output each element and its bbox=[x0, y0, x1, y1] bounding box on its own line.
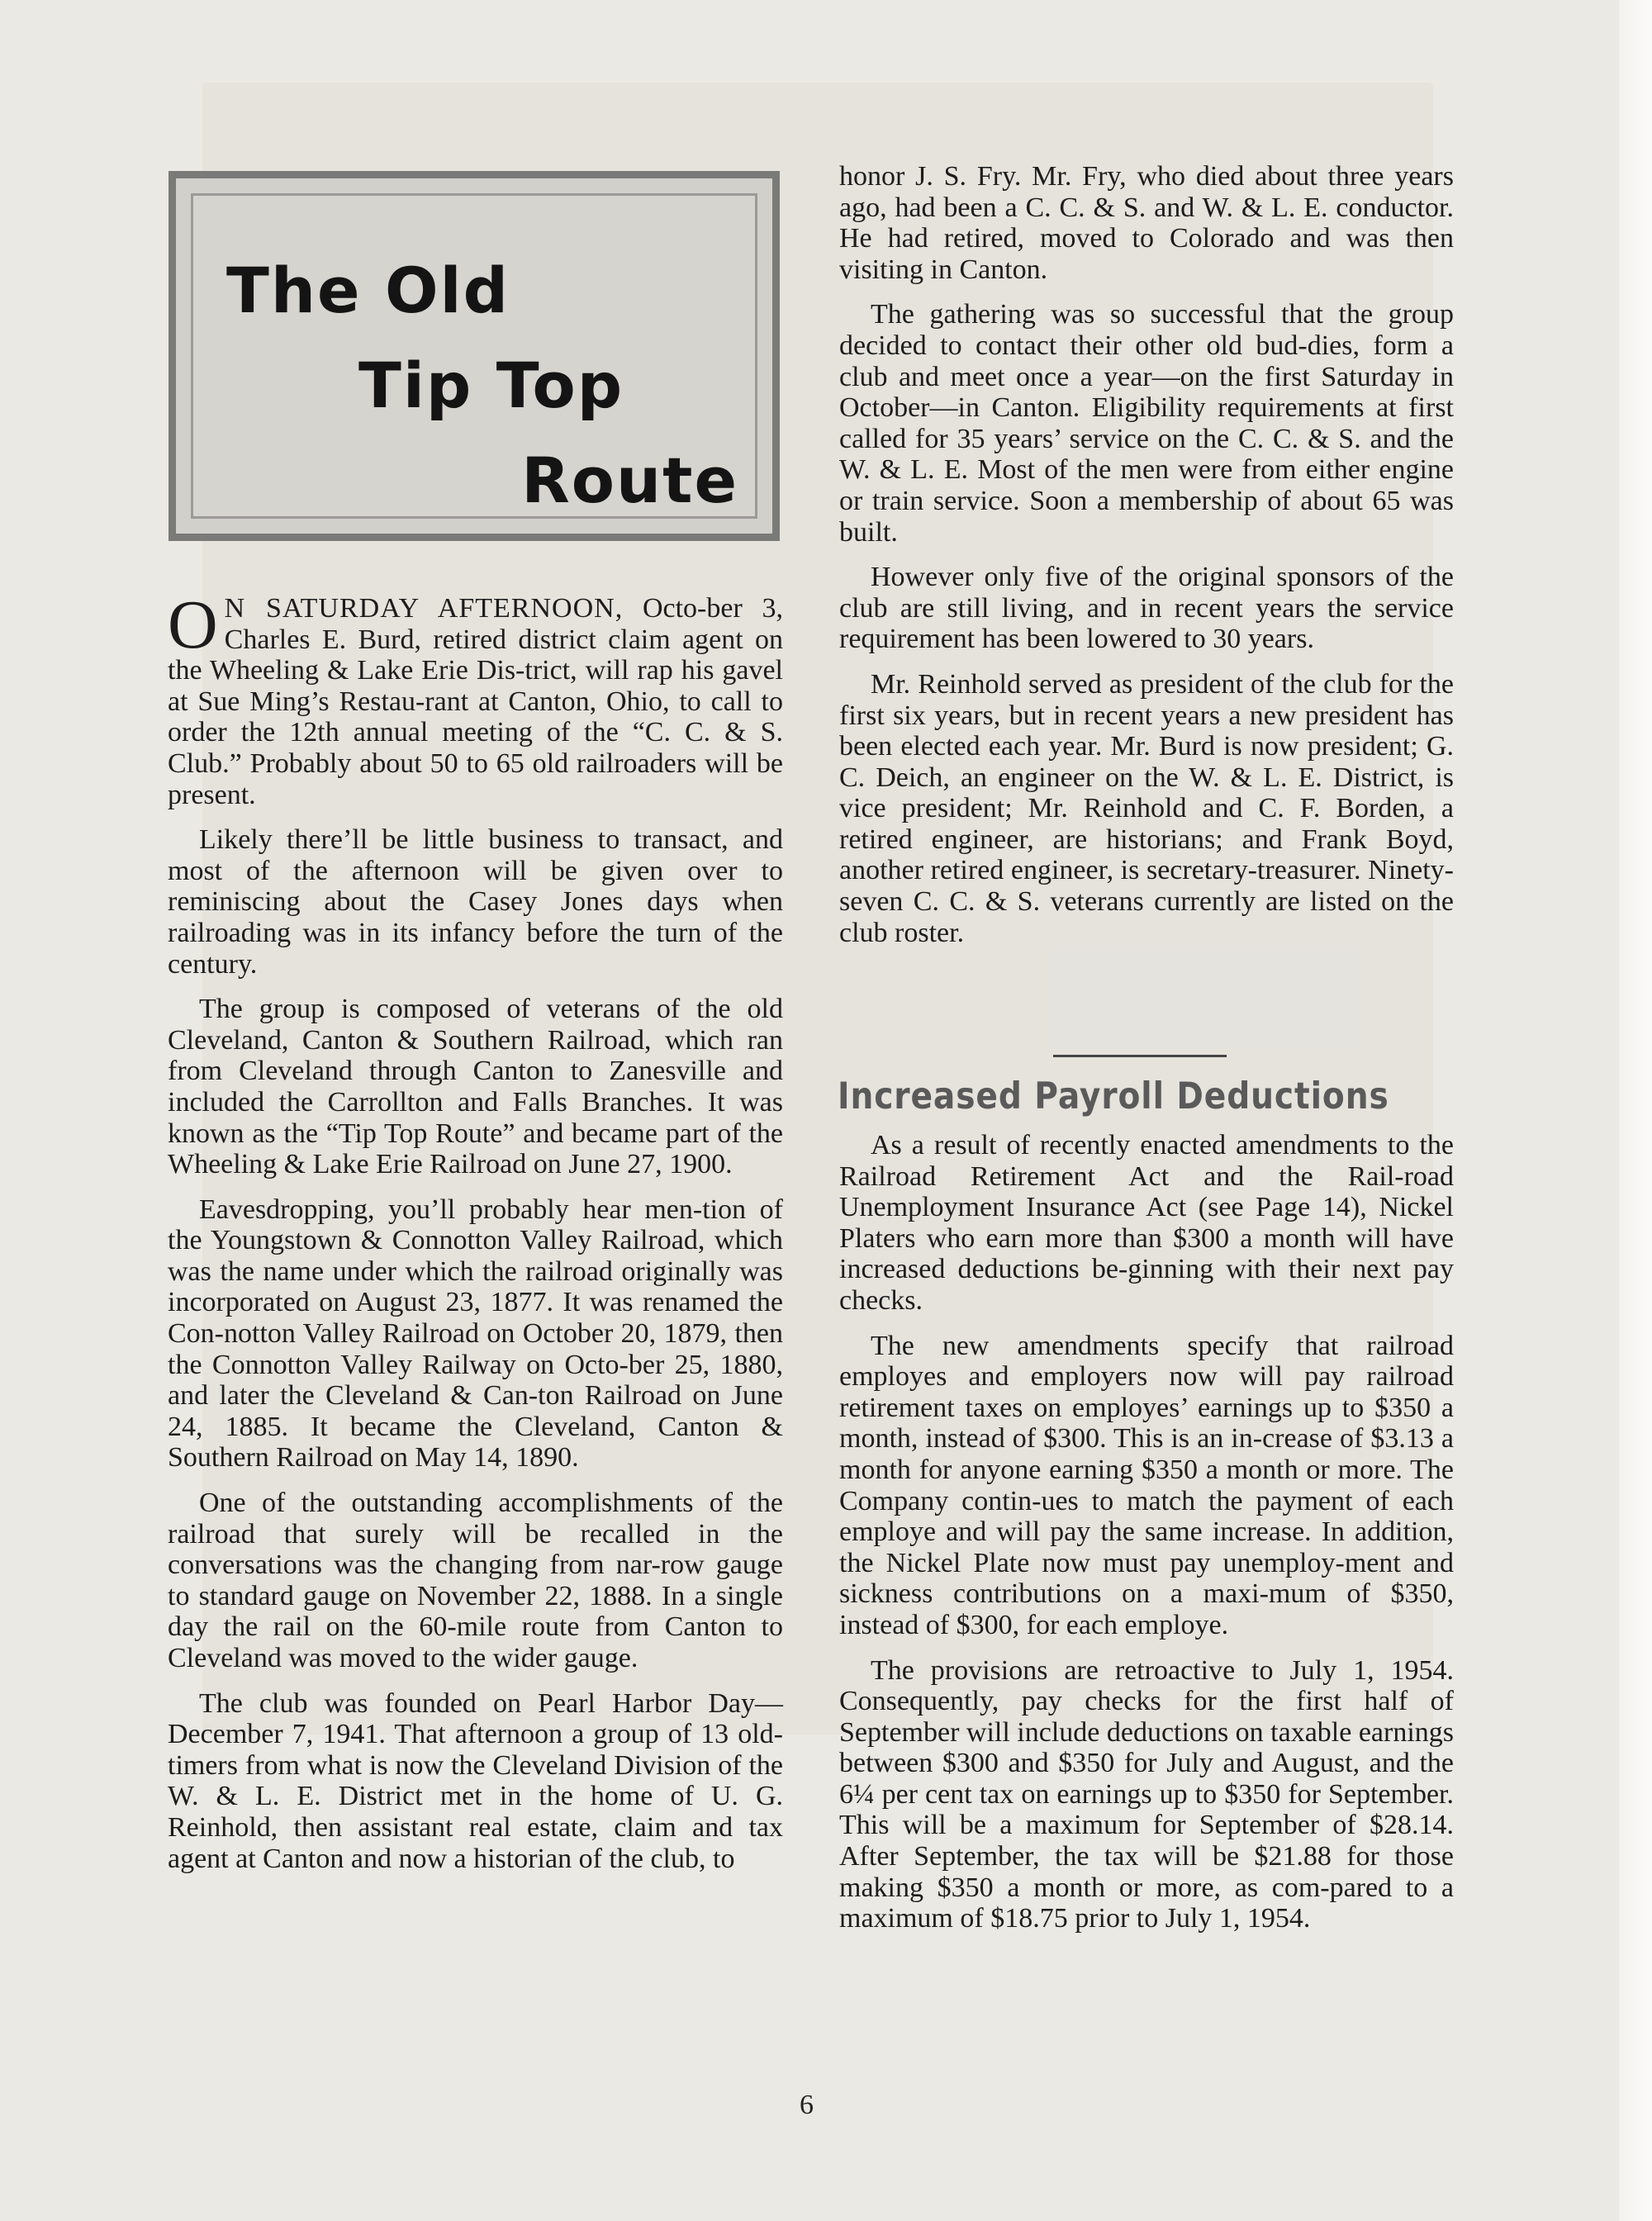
title-box-inner bbox=[191, 193, 757, 519]
paragraph: The gathering was so successful that the group decided to contact their other old bud-dies, form a club and meet once a year—on the first Saturday in October—in Canton. Eligibility requirements at first called for 35 years’ service on the C. C. & S. and the W. & L. E. Most of the men were from either engine or train service. Soon a membership of about 65 was built. bbox=[839, 299, 1454, 548]
right-column bbox=[839, 161, 1454, 962]
lead-smallcaps: N SATURDAY AFTERNOON, bbox=[224, 593, 624, 624]
title-line-1: The Old bbox=[226, 254, 510, 327]
title-line-2: Tip Top bbox=[358, 349, 624, 422]
paragraph: As a result of recently enacted amendments to the Railroad Retirement Act and the Rail-road Unemployment Insurance Act (see Page 14), Nickel Platers who earn more than $300 a month will have increased deductions be-ginning with their next pay checks. bbox=[839, 1130, 1454, 1316]
title-box bbox=[169, 171, 780, 541]
paragraph: The group is composed of veterans of the old Cleveland, Canton & Southern Railroad, which ran from Cleveland through Canton to Zanesville and included the Carrollton and Falls Branches. It was known as the “Tip Top Route” and became part of the Wheeling & Lake Erie Railroad on June 27, 1900. bbox=[168, 994, 783, 1180]
title-line-3: Route bbox=[521, 444, 738, 517]
page-edge bbox=[1619, 0, 1652, 2221]
paragraph-lead bbox=[168, 586, 784, 810]
section-divider bbox=[1053, 1055, 1227, 1057]
paragraph: The club was founded on Pearl Harbor Day—December 7, 1941. That afternoon a group of 13 old-timers from what is now the Cleveland Division of the W. & L. E. District met in the home of U. G. Reinhold, then assistant real estate, claim and tax agent at Canton and now a historian of the club, to bbox=[168, 1687, 783, 1874]
paragraph: Likely there’ll be little business to transact, and most of the afternoon will be given over to reminiscing about the Casey Jones days when railroading was in its infancy before the turn of the century. bbox=[168, 824, 783, 980]
paragraph-continued: honor J. S. Fry. Mr. Fry, who died about three years ago, had been a C. C. & S. and W. & L. E. conductor. He had retired, moved to Colorado and was then visiting in Canton. bbox=[839, 161, 1454, 285]
paragraph: The provisions are retroactive to July 1, 1954. Consequently, pay checks for the first half of September will include deductions on taxable earnings between $300 and $350 for July and August, and the 6¼ per cent tax on earnings up to $350 for September. This will be a maximum for September of $28.14. After September, the tax will be $21.88 for those making $350 a month or more, as com-pared to a maximum of $18.75 prior to July 1, 1954. bbox=[839, 1654, 1455, 1934]
lead-text: Octo-ber 3, Charles E. Burd, retired district claim agent on the Wheeling & Lake Erie Dis-trict, will rap his gavel at Sue Ming’s Restau-rant at Canton, Ohio, to call to order the 12th annual meeting of the “C. C. & S. Club.” Probably about 50 to 65 old railroaders will be present. bbox=[168, 593, 784, 810]
left-column bbox=[168, 586, 784, 1888]
paragraph: Mr. Reinhold served as president of the club for the first six years, but in recent years a new president has been elected each year. Mr. Burd is now president; G. C. Deich, an engineer on the W. & L. E. District, is vice president; Mr. Reinhold and C. F. Borden, a retired engineer, are historians; and Frank Boyd, another retired engineer, is secretary-treasurer. Ninety-seven C. C. & S. veterans currently are listed on the club roster. bbox=[839, 668, 1454, 948]
section-heading: Increased Payroll Deductions bbox=[838, 1075, 1389, 1118]
page-number: 6 bbox=[800, 2090, 814, 2120]
section-body bbox=[839, 1130, 1454, 1948]
paragraph: One of the outstanding accomplishments of the railroad that surely will be recalled in the conversations was the changing from nar-row gauge to standard gauge on November 22, 1888. In a single day the rail on the 60-mile route from Canton to Cleveland was moved to the wider gauge. bbox=[168, 1488, 783, 1673]
paragraph: Eavesdropping, you’ll probably hear men-tion of the Youngstown & Connotton Valley Railroad, which was the name under which the railroad originally was incorporated on August 23, 1877. It was renamed the Con-notton Valley Railroad on October 20, 1879, then the Connotton Valley Railway on Octo-ber 25, 1880, and later the Cleveland & Can-ton Railroad on June 24, 1885. It became the Cleveland, Canton & Southern Railroad on May 14, 1890. bbox=[168, 1194, 783, 1474]
paragraph: However only five of the original sponsors of the club are still living, and in recent years the service requirement has been lowered to 30 years. bbox=[839, 562, 1454, 655]
paragraph: The new amendments specify that railroad employes and employers now will pay railroad retirement taxes on employes’ earnings up to $350 a month, instead of $300. This is an in-crease of $3.13 a month for anyone earning $350 a month or more. The Company contin-ues to match the payment of each employe and will pay the same increase. In addition, the Nickel Plate now must pay unemploy-ment and sickness contributions on a maxi-mum of $350, instead of $300, for each employe. bbox=[839, 1330, 1454, 1640]
drop-cap: O bbox=[168, 586, 218, 663]
